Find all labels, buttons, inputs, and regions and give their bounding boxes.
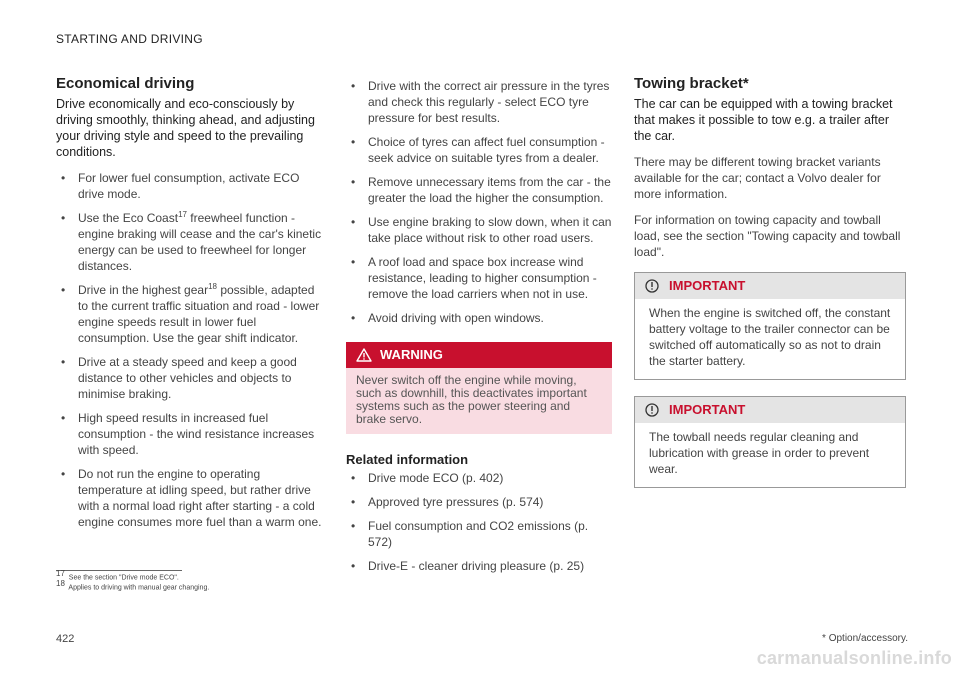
list-item-text: Use the Eco Coast xyxy=(78,211,179,225)
footnote-text: See the section "Drive mode ECO". xyxy=(68,574,179,582)
related-link[interactable]: • Fuel consumption and CO2 emissions (p. 572) xyxy=(346,518,612,550)
section-intro: Drive economically and eco-consciously by driving smoothly, thinking ahead, and adjusting your driving style and speed to the prevailing conditions. xyxy=(56,97,315,159)
list-item: • For lower fuel consumption, activate ECO drive mode. xyxy=(56,170,322,202)
important-text: When the engine is switched off, the constant battery voltage to the trailer connector can be switched off automatically so as not to drain the starter battery. xyxy=(649,306,891,368)
footnote-number: 18 xyxy=(56,579,65,588)
related-link[interactable]: • Drive-E - cleaner driving pleasure (p. 25) xyxy=(346,558,612,574)
important-box xyxy=(634,396,906,488)
important-header xyxy=(635,397,905,423)
list-item: • Avoid driving with open windows. xyxy=(346,310,612,326)
important-label: IMPORTANT xyxy=(669,278,746,293)
important-box xyxy=(634,272,906,380)
list-item: • Remove unnecessary items from the car - the greater the load the higher the consumption. xyxy=(346,174,612,206)
list-item: • Drive at a steady speed and keep a good distance to other vehicles and objects to minimise braking. xyxy=(56,354,322,402)
related-link[interactable]: • Drive mode ECO (p. 402) xyxy=(346,470,612,486)
list-item-text: freewheel function - engine braking will cease and the car's kinetic energy can be used to freewheel for longer distances. xyxy=(78,211,322,273)
section-title: Towing bracket* xyxy=(634,75,749,92)
paragraph: There may be different towing bracket variants available for the car; contact a Volvo dealer for more information. xyxy=(634,155,881,201)
footnote-number: 17 xyxy=(56,569,65,578)
warning-text: Never switch off the engine while moving, such as downhill, this deactivates important systems such as the power steering and brake servo. xyxy=(346,368,612,434)
list-item xyxy=(56,282,322,346)
section-title: Economical driving xyxy=(56,75,195,92)
important-text: The towball needs regular cleaning and lubrication with grease in order to prevent wear. xyxy=(649,430,870,476)
list-item-text: Drive in the highest gear xyxy=(78,283,209,297)
footnote-rule xyxy=(56,570,182,571)
option-note: * Option/accessory. xyxy=(822,633,908,644)
running-header: STARTING AND DRIVING xyxy=(56,32,203,46)
list-item: • Choice of tyres can affect fuel consumption - seek advice on suitable tyres from a dealer. xyxy=(346,134,612,166)
important-label: IMPORTANT xyxy=(669,402,746,417)
page-number: 422 xyxy=(56,633,75,645)
section-intro: The car can be equipped with a towing bracket that makes it possible to tow e.g. a trailer after the car. xyxy=(634,97,893,143)
list-item xyxy=(56,210,322,274)
related-info-title: Related information xyxy=(346,452,469,467)
paragraph: For information on towing capacity and towball load, see the section "Towing capacity and towball load". xyxy=(634,213,901,259)
list-item: • Drive with the correct air pressure in the tyres and check this regularly - select ECO tyre pressure for best results. xyxy=(346,78,612,126)
column-economical-driving xyxy=(56,76,322,538)
exclamation-circle-icon xyxy=(645,279,659,293)
related-link[interactable]: • Approved tyre pressures (p. 574) xyxy=(346,494,612,510)
watermark: carmanualsonline.info xyxy=(756,648,952,668)
list-item: • Do not run the engine to operating temperature at idling speed, but rather drive with a normal load right after starting - a cold engine consumes more fuel than a warm one. xyxy=(56,466,322,530)
warning-triangle-icon xyxy=(356,348,372,362)
warning-box xyxy=(346,342,612,434)
column-continued xyxy=(346,78,612,582)
column-towing-bracket xyxy=(634,76,906,504)
list-item-text: possible, adapted to the current traffic situation and road - lower engine speeds result in lower fuel consumption. Use the gear shift indicator. xyxy=(78,283,320,345)
footnote-ref: 18 xyxy=(208,282,217,291)
related-info-list xyxy=(346,470,612,574)
tips-list xyxy=(56,170,322,530)
warning-label: WARNING xyxy=(380,347,443,362)
list-item: • Use engine braking to slow down, when it can take place without risk to other road users. xyxy=(346,214,612,246)
list-item: • High speed results in increased fuel consumption - the wind resistance increases with speed. xyxy=(56,410,322,458)
list-item: • A roof load and space box increase wind resistance, leading to higher consumption - remove the load carriers when not in use. xyxy=(346,254,612,302)
important-header xyxy=(635,273,905,299)
tips-list-continued xyxy=(346,78,612,326)
exclamation-circle-icon xyxy=(645,403,659,417)
warning-header xyxy=(346,342,612,368)
footnote-ref: 17 xyxy=(178,210,187,219)
footnote xyxy=(56,579,210,592)
footnote-text: Applies to driving with manual gear changing. xyxy=(68,584,210,592)
footnote xyxy=(56,569,179,582)
